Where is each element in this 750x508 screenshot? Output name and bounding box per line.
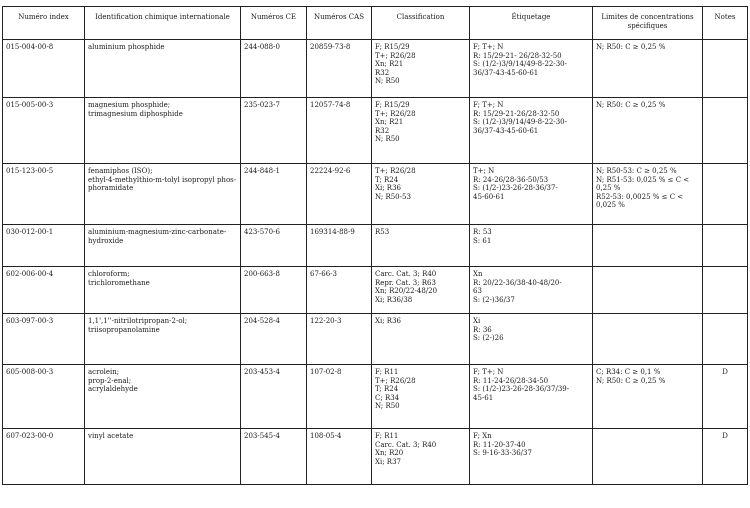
labelling-cell: [470, 164, 593, 225]
table-row: [3, 267, 748, 314]
table-row: [3, 429, 748, 485]
labelling-line: S: 61: [473, 236, 492, 245]
classification-line: R53: [375, 228, 390, 236]
chemical-name-cell: [85, 164, 241, 225]
classification-line: Xn; R21: [375, 118, 404, 127]
header-notes: Notes: [703, 7, 748, 40]
chemical-name-cell: [85, 429, 241, 485]
chemical-name-line: phoramidate: [88, 184, 134, 193]
cas-number-cell: 22224-92-6: [307, 164, 372, 225]
labelling-line: T+; N: [473, 167, 495, 175]
notes-cell: D: [703, 429, 748, 485]
chemical-name-line: aluminium phosphide: [88, 43, 165, 51]
concentration-limits-cell: [593, 98, 703, 164]
labelling-line: S: (1/2-)3/9/14/49-8-22-30-: [473, 118, 567, 127]
concentration-limits-line: N; R50: C ≥ 0,25 %: [596, 376, 666, 385]
classification-cell: [372, 225, 470, 267]
table-row: [3, 164, 748, 225]
index-cell: 015-004-00-8: [3, 40, 85, 98]
classification-line: R32: [375, 126, 390, 135]
classification-line: N; R50: [375, 77, 400, 86]
concentration-limits-line: N; R51-53: 0,025 % ≤ C <: [596, 175, 690, 184]
ce-number-cell: 204-528-4: [241, 314, 307, 365]
substances-table: [2, 6, 748, 485]
ce-number-cell: 235-023-7: [241, 98, 307, 164]
chemical-name-line: acrylaldehyde: [88, 385, 138, 394]
classification-cell: [372, 40, 470, 98]
notes-cell: [703, 314, 748, 365]
chemical-name-line: aluminium-magnesium-zinc-carbonate-: [88, 228, 227, 236]
labelling-line: F; T+; N: [473, 101, 504, 109]
labelling-line: S: (1/2-)3/9/14/49-8-22-30-: [473, 60, 567, 69]
ce-number-cell: 203-545-4: [241, 429, 307, 485]
chemical-name-line: ethyl-4-methylthio-m-tolyl isopropyl phos-: [88, 175, 237, 184]
concentration-limits-line: N; R50-53: C ≥ 0,25 %: [596, 167, 677, 175]
header-row: [3, 7, 748, 40]
concentration-limits-line: C; R34: C ≥ 0,1 %: [596, 368, 661, 376]
labelling-cell: [470, 225, 593, 267]
labelling-line: F; T+; N: [473, 368, 504, 376]
classification-line: Carc. Cat. 3; R40: [375, 440, 437, 449]
header-concentration-limits: Limites de concentrations spécifiques: [593, 7, 703, 40]
concentration-limits-cell: [593, 164, 703, 225]
concentration-limits-line: N; R50: C ≥ 0,25 %: [596, 101, 666, 109]
labelling-line: 36/37-43-45-60-61: [473, 68, 539, 77]
notes-cell: [703, 225, 748, 267]
concentration-limits-cell: [593, 429, 703, 485]
header-labelling: Étiquetage: [470, 7, 593, 40]
classification-line: T+; R26/28: [375, 109, 416, 118]
classification-line: C; R34: [375, 393, 400, 402]
classification-cell: [372, 365, 470, 429]
chemical-name-cell: [85, 98, 241, 164]
table-row: [3, 98, 748, 164]
notes-cell: [703, 267, 748, 314]
classification-line: F; R15/29: [375, 43, 410, 51]
chemical-name-line: fenamiphos (ISO);: [88, 167, 153, 175]
classification-line: T; R24: [375, 385, 399, 394]
classification-cell: [372, 267, 470, 314]
classification-cell: [372, 314, 470, 365]
notes-cell: [703, 40, 748, 98]
header-classification: Classification: [372, 7, 470, 40]
chemical-name-line: chloroform;: [88, 270, 130, 278]
classification-cell: [372, 98, 470, 164]
chemical-name-cell: [85, 267, 241, 314]
table-row: [3, 314, 748, 365]
chemical-name-cell: [85, 365, 241, 429]
classification-line: R32: [375, 68, 390, 77]
chemical-name-cell: [85, 314, 241, 365]
classification-line: Xn; R20/22-48/20: [375, 287, 438, 296]
labelling-cell: [470, 365, 593, 429]
cas-number-cell: 169314-88-9: [307, 225, 372, 267]
chemical-name-line: hydroxide: [88, 236, 124, 245]
chemical-name-line: trimagnesium diphosphide: [88, 109, 183, 118]
table-row: [3, 225, 748, 267]
notes-cell: [703, 98, 748, 164]
index-cell: 602-006-00-4: [3, 267, 85, 314]
cas-number-cell: 20859-73-8: [307, 40, 372, 98]
concentration-limits-line: 0,25 %: [596, 184, 621, 193]
labelling-line: R: 11-24-26/28-34-50: [473, 376, 549, 385]
labelling-cell: [470, 314, 593, 365]
classification-line: Xi; R36: [375, 317, 401, 325]
index-cell: 015-123-00-5: [3, 164, 85, 225]
labelling-line: R: 20/22-36/38-40-48/20-: [473, 278, 562, 287]
classification-line: T; R24: [375, 175, 399, 184]
index-cell: 030-012-00-1: [3, 225, 85, 267]
header-index: Numéro index: [3, 7, 85, 40]
labelling-line: R: 36: [473, 325, 492, 334]
concentration-limits-line: N; R50: C ≥ 0,25 %: [596, 43, 666, 51]
chemical-name-cell: [85, 40, 241, 98]
classification-line: Xn; R20: [375, 449, 404, 458]
classification-cell: [372, 164, 470, 225]
chemical-name-line: magnesium phosphide;: [88, 101, 171, 109]
concentration-limits-cell: [593, 40, 703, 98]
notes-cell: D: [703, 365, 748, 429]
chemical-name-line: 1,1',1''-nitrilotripropan-2-ol;: [88, 317, 188, 325]
cas-number-cell: 67-66-3: [307, 267, 372, 314]
chemical-name-line: triisopropanolamine: [88, 325, 160, 334]
cas-number-cell: 108-05-4: [307, 429, 372, 485]
index-cell: 603-097-00-3: [3, 314, 85, 365]
cas-number-cell: 122-20-3: [307, 314, 372, 365]
concentration-limits-line: R52-53: 0,0025 % ≤ C <: [596, 192, 684, 201]
concentration-limits-cell: [593, 365, 703, 429]
classification-cell: [372, 429, 470, 485]
header-ce-numbers: Numéros CE: [241, 7, 307, 40]
labelling-line: S: 9-16-33-36/37: [473, 449, 532, 458]
classification-line: Carc. Cat. 3; R40: [375, 270, 437, 278]
classification-line: N; R50-53: [375, 192, 411, 201]
classification-line: Repr. Cat. 3; R63: [375, 278, 436, 287]
labelling-line: R: 15/29-21- 26/28-32-50: [473, 51, 562, 60]
cas-number-cell: 107-02-8: [307, 365, 372, 429]
header-chemical-identification: Identification chimique internationale: [85, 7, 241, 40]
labelling-cell: [470, 98, 593, 164]
classification-line: T+; R26/28: [375, 376, 416, 385]
labelling-line: Xi: [473, 317, 481, 325]
labelling-cell: [470, 267, 593, 314]
ce-number-cell: 203-453-4: [241, 365, 307, 429]
labelling-line: S: (2-)36/37: [473, 295, 515, 304]
index-cell: 607-023-00-0: [3, 429, 85, 485]
ce-number-cell: 200-663-8: [241, 267, 307, 314]
concentration-limits-cell: [593, 267, 703, 314]
ce-number-cell: 244-848-1: [241, 164, 307, 225]
chemical-name-line: trichloromethane: [88, 278, 150, 287]
concentration-limits-cell: [593, 225, 703, 267]
chemical-name-line: vinyl acetate: [88, 432, 134, 440]
classification-line: F; R15/29: [375, 101, 410, 109]
labelling-line: F; T+; N: [473, 43, 504, 51]
chemical-name-cell: [85, 225, 241, 267]
labelling-line: S: (2-)26: [473, 334, 504, 343]
labelling-cell: [470, 429, 593, 485]
labelling-line: Xn: [473, 270, 483, 278]
concentration-limits-line: 0,025 %: [596, 201, 625, 210]
table-row: [3, 40, 748, 98]
classification-line: T+; R26/28: [375, 51, 416, 60]
concentration-limits-cell: [593, 314, 703, 365]
labelling-line: R: 15/29-21-26/28-32-50: [473, 109, 560, 118]
classification-line: Xi; R37: [375, 457, 401, 466]
cas-number-cell: 12057-74-8: [307, 98, 372, 164]
header-cas-numbers: Numéros CAS: [307, 7, 372, 40]
classification-line: N; R50: [375, 135, 400, 144]
classification-line: T+; R26/28: [375, 167, 416, 175]
ce-number-cell: 244-088-0: [241, 40, 307, 98]
labelling-line: S: (1/2-)23-26-28-36/37-: [473, 184, 558, 193]
classification-line: Xn; R21: [375, 60, 404, 69]
labelling-line: R: 53: [473, 228, 492, 236]
classification-line: F; R11: [375, 432, 399, 440]
classification-line: Xi; R36/38: [375, 295, 413, 304]
labelling-line: 63: [473, 287, 482, 296]
labelling-line: R: 24-26/28-36-50/53: [473, 175, 549, 184]
labelling-line: F; Xn: [473, 432, 492, 440]
labelling-line: 45-61: [473, 393, 494, 402]
labelling-line: 36/37-43-45-60-61: [473, 126, 539, 135]
table-row: [3, 365, 748, 429]
index-cell: 605-008-00-3: [3, 365, 85, 429]
labelling-line: 45-60-61: [473, 192, 505, 201]
labelling-cell: [470, 40, 593, 98]
chemical-name-line: acrolein;: [88, 368, 120, 376]
notes-cell: [703, 164, 748, 225]
classification-line: Xi; R36: [375, 184, 401, 193]
chemical-name-line: prop-2-enal;: [88, 376, 132, 385]
classification-line: N; R50: [375, 402, 400, 411]
classification-line: F; R11: [375, 368, 399, 376]
ce-number-cell: 423-570-6: [241, 225, 307, 267]
index-cell: 015-005-00-3: [3, 98, 85, 164]
labelling-line: S: (1/2-)23-26-28-36/37/39-: [473, 385, 570, 394]
labelling-line: R: 11-20-37-40: [473, 440, 526, 449]
